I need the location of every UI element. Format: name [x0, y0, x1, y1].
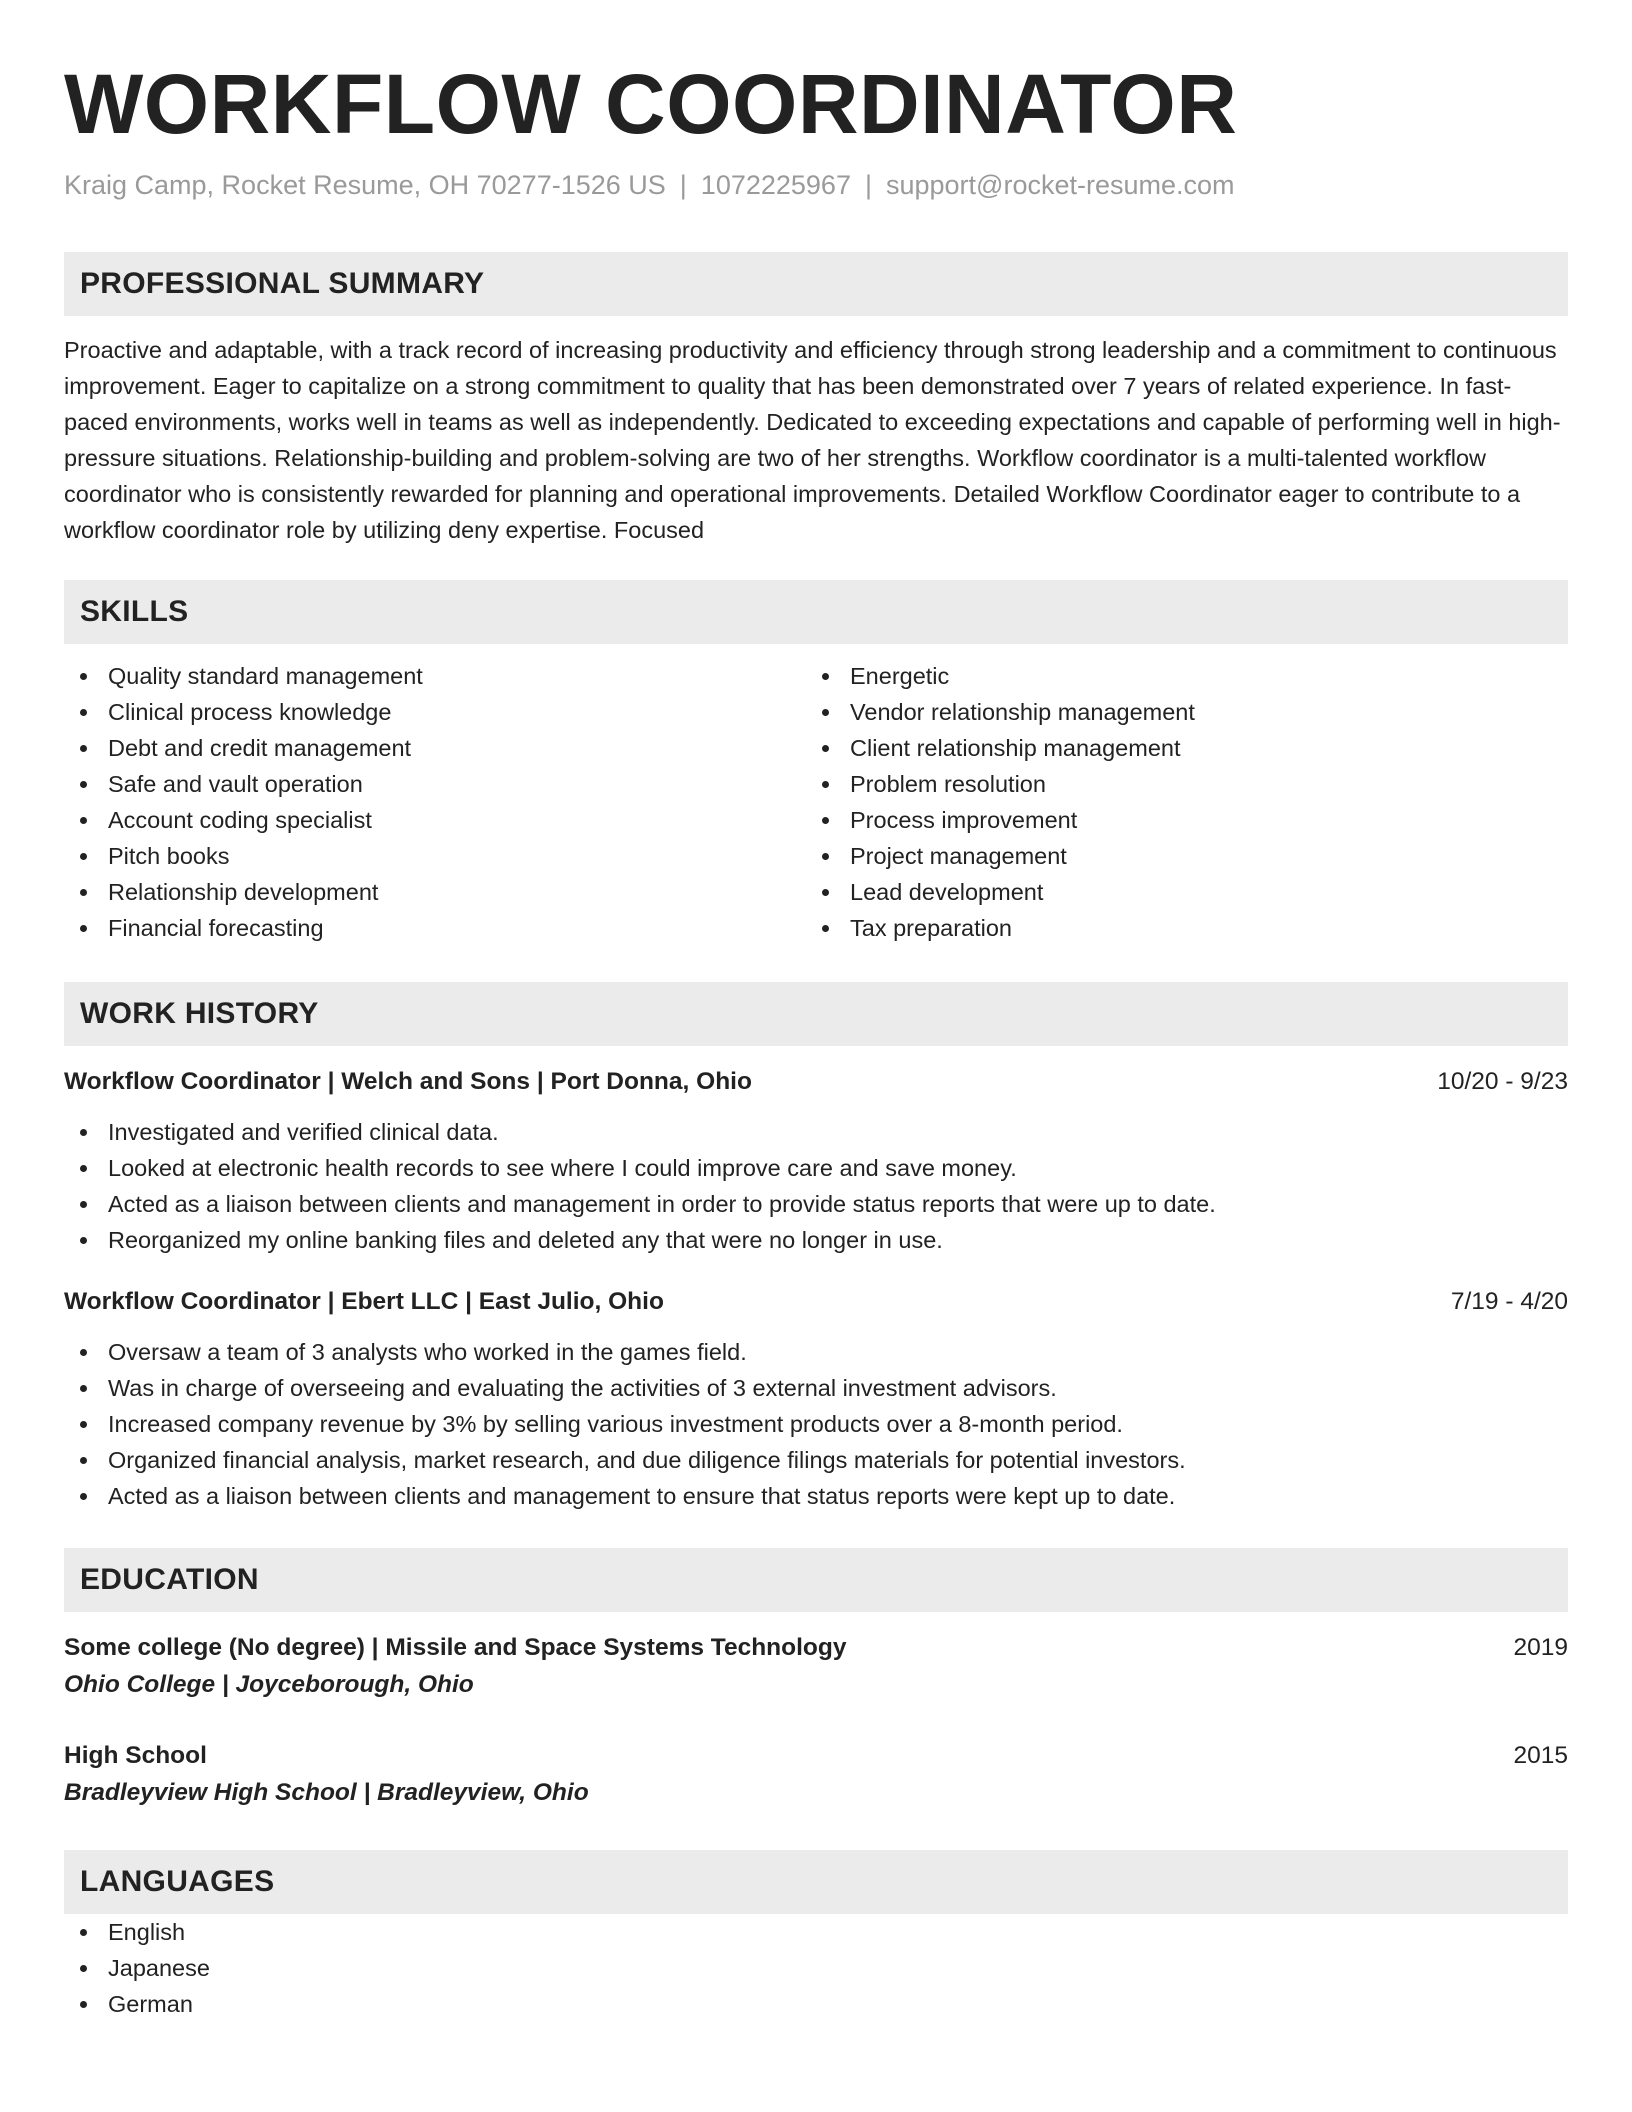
skill-item: Pitch books	[64, 838, 806, 874]
language-item: English	[64, 1914, 1568, 1950]
job-heading-row	[64, 1064, 1568, 1100]
contact-line	[64, 168, 1568, 202]
section-header-education: EDUCATION	[64, 1548, 1568, 1612]
section-header-summary: PROFESSIONAL SUMMARY	[64, 252, 1568, 316]
education-year: 2015	[1513, 1742, 1568, 1769]
education-entry	[64, 1738, 1568, 1812]
education-year: 2019	[1513, 1634, 1568, 1661]
skill-item: Financial forecasting	[64, 910, 806, 946]
skills-column-left	[64, 658, 806, 946]
contact-phone: 1072225967	[700, 170, 851, 200]
skill-item: Energetic	[806, 658, 1568, 694]
skill-item: Process improvement	[806, 802, 1568, 838]
skill-item: Quality standard management	[64, 658, 806, 694]
skill-item: Vendor relationship management	[806, 694, 1568, 730]
job-heading-row	[64, 1284, 1568, 1320]
contact-address: Kraig Camp, Rocket Resume, OH 70277-1526 US	[64, 170, 666, 200]
job-title: Workflow Coordinator | Welch and Sons | Port Donna, Ohio	[64, 1068, 752, 1095]
skills-list	[64, 658, 1568, 946]
language-item: German	[64, 1986, 1568, 2022]
contact-email: support@rocket-resume.com	[885, 170, 1235, 200]
skill-item: Clinical process knowledge	[64, 694, 806, 730]
job-bullet: Oversaw a team of 3 analysts who worked in the games field.	[64, 1334, 1568, 1370]
job-bullet: Looked at electronic health records to see where I could improve care and save money.	[64, 1150, 1568, 1186]
job-bullet: Was in charge of overseeing and evaluating the activities of 3 external investment advisors.	[64, 1370, 1568, 1406]
resume-name: WORKFLOW COORDINATOR	[64, 57, 1238, 151]
job-bullet: Organized financial analysis, market research, and due diligence filings materials for potential investors.	[64, 1442, 1568, 1478]
education-title: Some college (No degree) | Missile and Space Systems Technology	[64, 1634, 847, 1661]
section-header-skills: SKILLS	[64, 580, 1568, 644]
education-school: Bradleyview High School | Bradleyview, Ohio	[64, 1779, 589, 1806]
job-bullets	[64, 1114, 1568, 1258]
languages-list	[64, 1914, 1568, 2022]
education-heading-row	[64, 1738, 1568, 1774]
section-header-languages: LANGUAGES	[64, 1850, 1568, 1914]
job-entry	[64, 1284, 1568, 1514]
skill-item: Safe and vault operation	[64, 766, 806, 802]
skill-item: Problem resolution	[806, 766, 1568, 802]
job-dates: 7/19 - 4/20	[1450, 1288, 1568, 1315]
job-bullet: Increased company revenue by 3% by selling various investment products over a 8-month period.	[64, 1406, 1568, 1442]
education-heading-row	[64, 1630, 1568, 1666]
job-bullet: Reorganized my online banking files and deleted any that were no longer in use.	[64, 1222, 1568, 1258]
summary-text: Proactive and adaptable, with a track record of increasing productivity and efficiency through strong leadership and a commitment to continuous improvement. Eager to capitalize on a strong commitment to quality that has been demonstrated over 7 years of related experience. In fast-paced environments, works well in teams as well as independently. Dedicated to exceeding expectations and capable of performing well in high-pressure situations. Relationship-building and problem-solving are two of her strengths. Workflow coordinator is a multi-talented workflow coordinator who is consistently rewarded for planning and operational improvements. Detailed Workflow Coordinator eager to contribute to a workflow coordinator role by utilizing deny expertise. Focused	[64, 337, 1561, 543]
section-header-work-history: WORK HISTORY	[64, 982, 1568, 1046]
job-bullet: Acted as a liaison between clients and management to ensure that status reports were kept up to date.	[64, 1478, 1568, 1514]
language-item: Japanese	[64, 1950, 1568, 1986]
contact-separator: |	[864, 170, 872, 200]
job-entry	[64, 1064, 1568, 1258]
job-dates: 10/20 - 9/23	[1437, 1068, 1568, 1095]
skill-item: Client relationship management	[806, 730, 1568, 766]
skill-item: Account coding specialist	[64, 802, 806, 838]
skill-item: Tax preparation	[806, 910, 1568, 946]
skill-item: Relationship development	[64, 874, 806, 910]
job-bullets	[64, 1334, 1568, 1514]
job-bullet: Acted as a liaison between clients and management in order to provide status reports that were up to date.	[64, 1186, 1568, 1222]
skill-item: Lead development	[806, 874, 1568, 910]
skill-item: Debt and credit management	[64, 730, 806, 766]
education-title: High School	[64, 1742, 207, 1769]
job-bullet: Investigated and verified clinical data.	[64, 1114, 1568, 1150]
skill-item: Project management	[806, 838, 1568, 874]
education-school: Ohio College | Joyceborough, Ohio	[64, 1671, 474, 1698]
contact-separator: |	[679, 170, 687, 200]
job-title: Workflow Coordinator | Ebert LLC | East Julio, Ohio	[64, 1288, 664, 1315]
education-entry	[64, 1630, 1568, 1704]
skills-column-right	[806, 658, 1568, 946]
